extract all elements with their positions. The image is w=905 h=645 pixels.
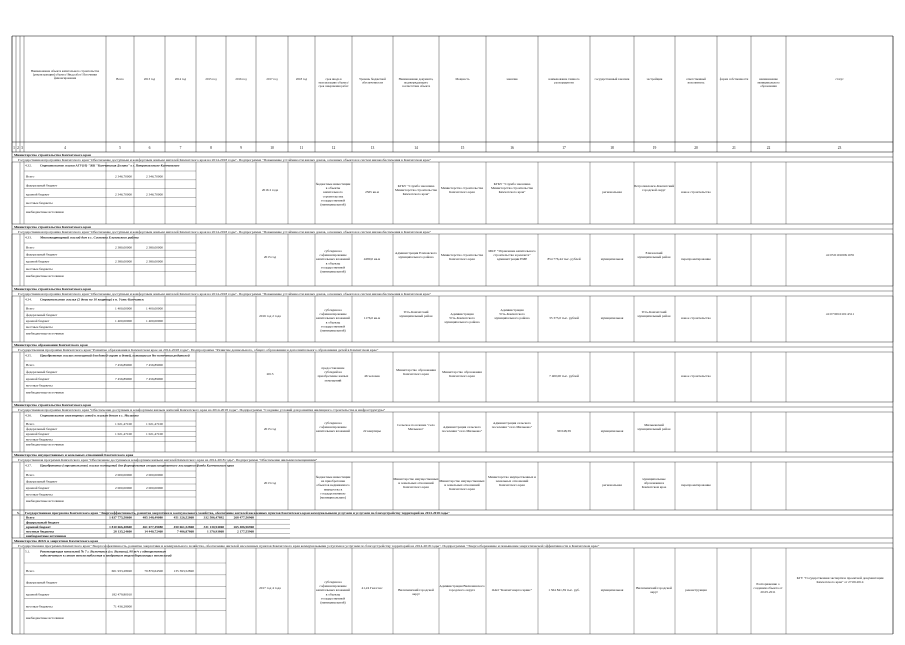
customer: Министерство образования Камчатского края xyxy=(396,368,436,377)
object-name: Строительство жилья (2 дома по 10 квартир) в п. Усть-Камчатск xyxy=(40,297,144,302)
row-label: краевой бюджет xyxy=(26,376,50,381)
column-header: заказчик xyxy=(506,77,518,81)
developer: Министерство имущественных и земельных отношений Камчатского края xyxy=(488,475,536,488)
main-manager: Администрация сельского поселения "село Мильково" xyxy=(441,425,483,434)
object-name: Реконструкция котельной № 7 г. Вилючинск (ул. Вилкова), 90 т/ч с одновременным подключением к сетям теплоснабжения и внедрением энергосберегающих технологий xyxy=(40,549,172,558)
municipality: Мильковский муниципальный район xyxy=(637,423,671,432)
value-total: 1 400,00000 xyxy=(115,306,132,311)
section-title: Министерство строительства Камчатского края xyxy=(14,225,91,229)
main-manager: Министерство образования Камчатского края xyxy=(442,370,482,379)
value-kraevoy: 1 400,00000 xyxy=(115,318,132,323)
section-title: Министерство имущественных и земельных отношений Камчатского края xyxy=(14,453,134,457)
ownership: муниципальная xyxy=(600,316,624,320)
summary-value: 1 810 666,48600 xyxy=(109,524,132,529)
program-title: Государственная программа Камчатского края "Энергоэффективность, развитие энергетики и коммунального хозяйства, обеспечение жителей населенных пунктов Камчатского края коммунальными услугами и услугами по благоустройству территорий на 2014-2018 годы". Подпрограмма "Энергосбережение и повышение энергетической эффективности в Камчатском крае" xyxy=(18,544,578,548)
row-label: Всего xyxy=(26,568,35,573)
column-header: 2014 год xyxy=(174,77,187,81)
cost: 35 373,0 тыс. рублей xyxy=(549,316,579,320)
ownership: региональная xyxy=(602,483,622,487)
main-manager: Министерство строительства Камчатского края xyxy=(440,186,484,195)
object-name: Строительство инженерных сетей к жилым домам в с. Мильково xyxy=(40,413,142,418)
value-kraevoy-2013: 2 000,00000 xyxy=(146,485,163,490)
cost: 7 400,00 тыс. рублей xyxy=(549,374,579,378)
value-2014: 135 393,52820 xyxy=(173,568,194,573)
column-number: 21 xyxy=(732,146,736,150)
cadastral: КГУ "Государственная экспертиза проектной документации Камчатского края" от 27.06.2014 xyxy=(796,576,884,585)
value-2013: 2 380,00000 xyxy=(146,245,163,250)
column-header: Мощность xyxy=(455,77,470,81)
column-number: 11 xyxy=(299,146,304,150)
summary-value: 1 370,93868 xyxy=(207,529,224,534)
row-label: местные бюджеты xyxy=(26,437,53,442)
object-number: 4.33. xyxy=(25,235,32,240)
column-number: 2 xyxy=(17,146,19,150)
ownership: муниципальная xyxy=(600,429,624,433)
row-label: федеральный бюджет xyxy=(26,369,58,374)
status: перепроектирование xyxy=(681,483,711,487)
capacity: 46 человек xyxy=(364,374,380,378)
object-number: 4.32. xyxy=(25,163,32,168)
municipality: муниципальные образования в Камчатском крае xyxy=(641,477,667,490)
row-label: краевой бюджет xyxy=(26,432,50,437)
ownership: муниципальная xyxy=(600,588,624,592)
object-name: Многоквартирный жилой дом в с. Сосновка Елизовского района xyxy=(40,235,137,240)
column-number: 5 xyxy=(119,146,121,150)
value-kraevoy: 2 346,70000 xyxy=(115,192,132,197)
summary-value: 450 661,52868 xyxy=(173,524,194,529)
column-number: 14 xyxy=(414,146,418,150)
cost: 854 776,44 тыс. рублей xyxy=(547,257,581,261)
value-kraevoy-2013: 2 346,70000 xyxy=(146,192,163,197)
value-2013: 1 400,00000 xyxy=(146,306,163,311)
program-title: Государственная программа Камчатского края "Обеспечение доступным и комфортным жильем жителей Камчатского края на 2014-2018 годы". Подпрограмма "Повышение устойчивости жилых домов, основных объектов и систем жизнеобеспечения в Камчатском крае" xyxy=(18,158,422,162)
column-header: ответственный исполнитель xyxy=(686,77,706,85)
column-header: 2015 год xyxy=(205,77,217,81)
row-label: Всего xyxy=(26,421,35,426)
cadastral: 41:05:0101006:1035 xyxy=(825,253,855,257)
cadastral: 41:07:0010101:4511 xyxy=(825,312,855,316)
developer: ОАО "Камчатэнергосервис" xyxy=(491,588,533,592)
row-label: Всего xyxy=(26,245,35,250)
summary-value: 14 440,72460 xyxy=(144,529,163,534)
program-title: Государственная программа Камчатского края "Обеспечение доступным и комфортным жильем жителей Камчатского края на 2014-2018 годы". Подпрограмма "Повышение устойчивости жилых домов, основных объектов и систем жизнеобеспечения в Камчатском крае" xyxy=(18,230,422,234)
row-label: Всего xyxy=(26,174,35,179)
row-label: местные бюджеты xyxy=(26,492,53,497)
row-label: внебюджетные источники xyxy=(26,498,64,503)
deadline: 2016 год 2 года xyxy=(259,314,281,318)
deadline: 2013 год xyxy=(263,481,277,485)
summary-number: 5. xyxy=(17,511,20,515)
section-title: Министерство образования Камчатского края xyxy=(14,343,88,347)
column-header: 2017 год xyxy=(266,77,278,81)
program-title: Государственная программа Камчатского края "Обеспечение доступным и комфортным жильем жителей Камчатского края на 2014-2018 годы". Подпрограмма "Обеспечение жилыми помещениями" xyxy=(18,458,318,462)
object-number: 4.35. xyxy=(25,353,32,358)
value-kraevoy-2013: 1 400,00000 xyxy=(146,318,163,323)
row-label: Всего xyxy=(26,472,35,477)
row-label: краевой бюджет xyxy=(26,259,50,264)
object-name: Приобретение жилых помещений для детей-сирот и детей, оставшихся без попечения родителей xyxy=(40,353,191,358)
summary-value: 7 486,87868 xyxy=(177,529,194,534)
value-total: 601 933,28020 xyxy=(111,568,132,573)
column-number: 4 xyxy=(64,146,66,150)
column-header: Наименование документа, подтверждающего соответствие объекта xyxy=(398,77,434,89)
row-label: местные бюджеты xyxy=(26,201,53,206)
finance-doc: бюджетные инвестиции на приобретение объектов недвижимого имущества в государственную (муниципальную) xyxy=(315,475,351,500)
row-label: внебюджетные источники xyxy=(26,616,64,621)
column-number: 22 xyxy=(766,146,771,150)
row-label: краевой бюджет xyxy=(26,592,50,597)
capacity: 41,24 Гкал/час xyxy=(361,586,383,590)
summary-value: 28 135,24600 xyxy=(113,529,132,534)
value-kraevoy: 1 021,47100 xyxy=(115,432,132,437)
finance-doc: субсидия на софинансирование капитальных вложений xyxy=(316,421,350,434)
row-label: местные бюджеты xyxy=(26,383,53,388)
main-manager: Министерство строительства Камчатского края xyxy=(440,253,484,262)
summary-row-label: Всего xyxy=(26,515,35,520)
column-number: 13 xyxy=(370,146,375,150)
ownership: муниципальная xyxy=(600,257,624,261)
column-header: срок ввода в эксплуатацию объекта/ срок завершения работ xyxy=(318,77,349,89)
customer: Министерство имущественных и земельных отношений Камчатского края xyxy=(393,477,439,490)
capacity: 4280,0 кв.м xyxy=(363,257,381,261)
value-2013: 2 000,00000 xyxy=(146,472,163,477)
row-label: Всего xyxy=(26,306,35,311)
status: реконструкция xyxy=(685,588,707,592)
finance-doc: субсидия на софинансирование капитальных вложений в объекты государственной (муниципальной) xyxy=(316,580,350,605)
value-kraevoy-2013: 1 021,47100 xyxy=(146,432,163,437)
row-label: местные бюджеты xyxy=(26,604,53,609)
summary-value: 2 177,55968 xyxy=(237,529,254,534)
column-header: Уровень бюджетной обеспеченности xyxy=(359,77,386,85)
developer: КГКУ "Служба заказчика Министерства строительства Камчатского края" xyxy=(490,182,534,195)
municipality: Усть-Камчатский муниципальный район xyxy=(637,310,671,319)
finance-doc: субсидия на софинансирование капитальных вложений в объекты государственной (муниципальной) xyxy=(316,308,350,333)
column-header: застройщик xyxy=(646,77,663,81)
municipality: Вилючинский городской округ xyxy=(636,586,672,595)
object-name: Приобретение (строительство) жилых помещений для формирования специализированного жилищного фонда Камчатского края xyxy=(40,463,239,468)
program-title: Государственная программа Камчатского края "Развитие образования в Камчатском крае на 2014-2018 годы". Подпрограмма "Развитие дошкольного, общего образования и дополнительного образования детей в Камчатском крае" xyxy=(18,348,361,352)
value-2013: 79 870,64500 xyxy=(144,568,163,573)
object-name: Строительство жилья АГУ(10) "ЖК "Камчатская Долина" в г. Петропавловске-Камчатском xyxy=(40,163,181,168)
program-title: Государственная программа Камчатского края "Обеспечение доступным и комфортным жильем жителей Камчатского края на 2014-2018 годы". Подпрограмма "Повышение устойчивости жилых домов, основных объектов и систем жизнеобеспечения в Камчатском крае" xyxy=(18,292,422,296)
deadline: 2017 год 4 года xyxy=(259,586,281,590)
row-label: федеральный бюджет xyxy=(26,479,58,484)
summary-value: 451 326,52868 xyxy=(173,515,194,520)
cost: 1 364 841,39 тыс. руб. xyxy=(548,588,580,592)
summary-title: Государственная программа Камчатского края "Энергоэффективность, развитие энергетики и коммунального хозяйства, обеспечение жителей населенных пунктов Камчатского края коммунальными услугами и услугами по благоустройству территорий на 2014-2018 годы" xyxy=(25,511,451,515)
program-title: Государственная программа Камчатского края "Обеспечение доступным и комфортным жильем жителей Камчатского края на 2014-2018 годы". Подпрограмма "Создание условий для развития жилищного строительства и инфраструктуры" xyxy=(18,408,386,412)
column-header: форма собственности xyxy=(719,77,749,81)
column-number: 10 xyxy=(270,146,274,150)
column-header: Всего xyxy=(116,77,124,81)
value-kraevoy: 2 380,00000 xyxy=(115,259,132,264)
status: новое строительство xyxy=(681,374,711,378)
capacity: 1176,0 кв.м xyxy=(363,316,381,320)
column-header: статус xyxy=(835,77,844,81)
column-header: 2018 год xyxy=(295,77,308,81)
deadline: 2016 2 года xyxy=(261,188,279,192)
value-2013: 7 456,89000 xyxy=(146,363,163,368)
row-label: краевой бюджет xyxy=(26,318,50,323)
ownership: региональная xyxy=(602,190,622,194)
capacity: 2565 кв.м xyxy=(365,190,379,194)
row-label: федеральный бюджет xyxy=(26,312,58,317)
object-number: 4.36. xyxy=(25,413,32,418)
value-kraevoy-2013: 7 456,89000 xyxy=(146,376,163,381)
column-header: наименование главного распорядителя xyxy=(548,77,580,85)
column-number: 16 xyxy=(510,146,514,150)
summary-row-label: местные бюджеты xyxy=(26,529,55,534)
row-label: внебюджетные источники xyxy=(26,331,64,336)
value-total: 2 380,00000 xyxy=(115,245,132,250)
section-title: Министерство строительства Камчатского края xyxy=(14,287,91,291)
row-label: федеральный бюджет xyxy=(26,183,58,188)
column-number: 6 xyxy=(148,146,151,150)
status: новое строительство xyxy=(681,190,711,194)
finance-doc: предоставление субсидий на приобретение жилых помещений xyxy=(317,366,349,383)
summary-value: 331 130,94068 xyxy=(203,524,224,529)
column-number: 12 xyxy=(331,146,336,150)
object-number: 5.1. xyxy=(25,549,31,554)
row-label: федеральный бюджет xyxy=(26,252,58,257)
column-header: государственный заказчик xyxy=(594,77,630,81)
value-total: 1 021,47100 xyxy=(115,421,132,426)
column-number: 23 xyxy=(837,146,842,150)
main-manager: Администрация Вилючинского городского округа xyxy=(439,584,485,593)
value-2013: 1 021,47100 xyxy=(146,421,163,426)
deadline: 2015 год xyxy=(263,255,277,259)
column-number: 8 xyxy=(210,146,212,150)
value-2013: 2 346,70000 xyxy=(146,174,163,179)
basis: Распоряжение о создании объекта от 20.05.2011 xyxy=(753,582,783,595)
value-total: 2 000,00000 xyxy=(115,472,132,477)
row-label: местные бюджеты xyxy=(26,266,53,271)
column-number: 7 xyxy=(179,146,182,150)
column-number: 18 xyxy=(610,146,614,150)
column-number: 15 xyxy=(460,146,465,150)
customer: Усть-Камчатский муниципальный район xyxy=(399,310,433,319)
capacity: 22 квартиры xyxy=(363,429,381,433)
value-kraevoy: 7 456,89000 xyxy=(115,376,132,381)
developer: МКУ "Управление капитального строительства и ремонта" администрации ЕМР xyxy=(488,249,536,262)
municipality: Елизовский муниципальный район xyxy=(637,251,671,260)
summary-value: 332 586,47892 xyxy=(203,515,224,520)
customer: КГКУ "Служба заказчика Министерства строительства Камчатского края" xyxy=(394,184,438,197)
developer: Администрация сельского поселения "село Мильково" xyxy=(491,421,533,430)
summary-value: 265 486,96968 xyxy=(233,524,254,529)
value-kraevoy-2013: 2 380,00000 xyxy=(146,259,163,264)
row-label: Всего xyxy=(26,363,35,368)
summary-row-label: федеральный бюджет xyxy=(26,520,60,525)
customer: Сельское поселение "село Мильково" xyxy=(397,423,435,432)
column-number: 20 xyxy=(694,146,698,150)
section-title: Министерство строительства Камчатского края xyxy=(14,403,91,407)
summary-row-label: краевой бюджет xyxy=(26,524,51,529)
customer: Вилючинский городской округ xyxy=(398,588,434,597)
row-label: внебюджетные источники xyxy=(26,274,64,279)
developer: Администрация Усть-Камчатского муниципального района xyxy=(494,308,530,321)
column-header: 2013 год xyxy=(143,77,156,81)
value-kraevoy: 182 479,80010 xyxy=(111,592,132,597)
value-total: 7 456,89000 xyxy=(115,363,132,368)
object-number: 4.34. xyxy=(25,297,32,302)
status: новое строительство xyxy=(681,316,711,320)
summary-value: 461 677,49080 xyxy=(142,524,163,529)
column-header: 2016 год xyxy=(235,77,247,81)
row-label: внебюджетные источники xyxy=(26,209,64,214)
row-label: местные бюджеты xyxy=(26,325,53,330)
column-number: 19 xyxy=(652,146,657,150)
deadline: 2013 xyxy=(266,372,274,376)
cost: 99 048,39 xyxy=(557,429,571,433)
status: перепроектирование xyxy=(681,257,711,261)
finance-doc: бюджетные инвестиции в объекты капитального строительства государственной (муниципальной) xyxy=(315,182,351,207)
row-label: федеральный бюджет xyxy=(26,427,58,432)
deadline: 2015 год xyxy=(263,427,277,431)
row-label: краевой бюджет xyxy=(26,192,50,197)
summary-value: 268 477,56968 xyxy=(233,515,254,520)
column-number: 1 xyxy=(13,146,15,150)
row-label: краевой бюджет xyxy=(26,485,50,490)
column-number: 17 xyxy=(562,146,566,150)
row-label: внебюджетные источники xyxy=(26,390,64,395)
column-number: 3 xyxy=(21,146,23,150)
value-mestny: 71 436,28000 xyxy=(113,604,132,609)
municipality: Петропавловск-Камчатский городской округ xyxy=(633,184,675,193)
customer: Администрация Елизовского муниципального района xyxy=(395,251,437,260)
summary-row-label: внебюджетные источники xyxy=(26,534,67,539)
section-title: Министерство строительства Камчатского края xyxy=(14,153,91,157)
main-manager: Администрация Усть-Камчатского муниципального района xyxy=(444,312,480,325)
value-total: 2 346,70000 xyxy=(115,174,132,179)
object-number: 4.37. xyxy=(25,463,32,468)
value-kraevoy: 2 000,00000 xyxy=(115,485,132,490)
row-label: внебюджетные источники xyxy=(26,442,64,447)
finance-doc: субсидия на софинансирование капитальных вложений в объекты государственной (муниципальной) xyxy=(316,249,350,274)
column-header: Наименование объекта капитального строительства (реконструкции) объекта/ Вид работ/ Источники финансирования xyxy=(30,69,100,81)
summary-value: 1 837 775,58600 xyxy=(109,515,132,520)
summary-value: 485 348,49080 xyxy=(142,515,163,520)
column-number: 9 xyxy=(240,146,242,150)
column-header: наименование муниципального образования xyxy=(757,77,780,89)
row-label: федеральный бюджет xyxy=(26,580,58,585)
main-manager: Министерство имущественных и земельных отношений Камчатского края xyxy=(439,479,485,492)
section-title: Министерство ЖКХ и энергетики Камчатского края xyxy=(14,539,98,543)
